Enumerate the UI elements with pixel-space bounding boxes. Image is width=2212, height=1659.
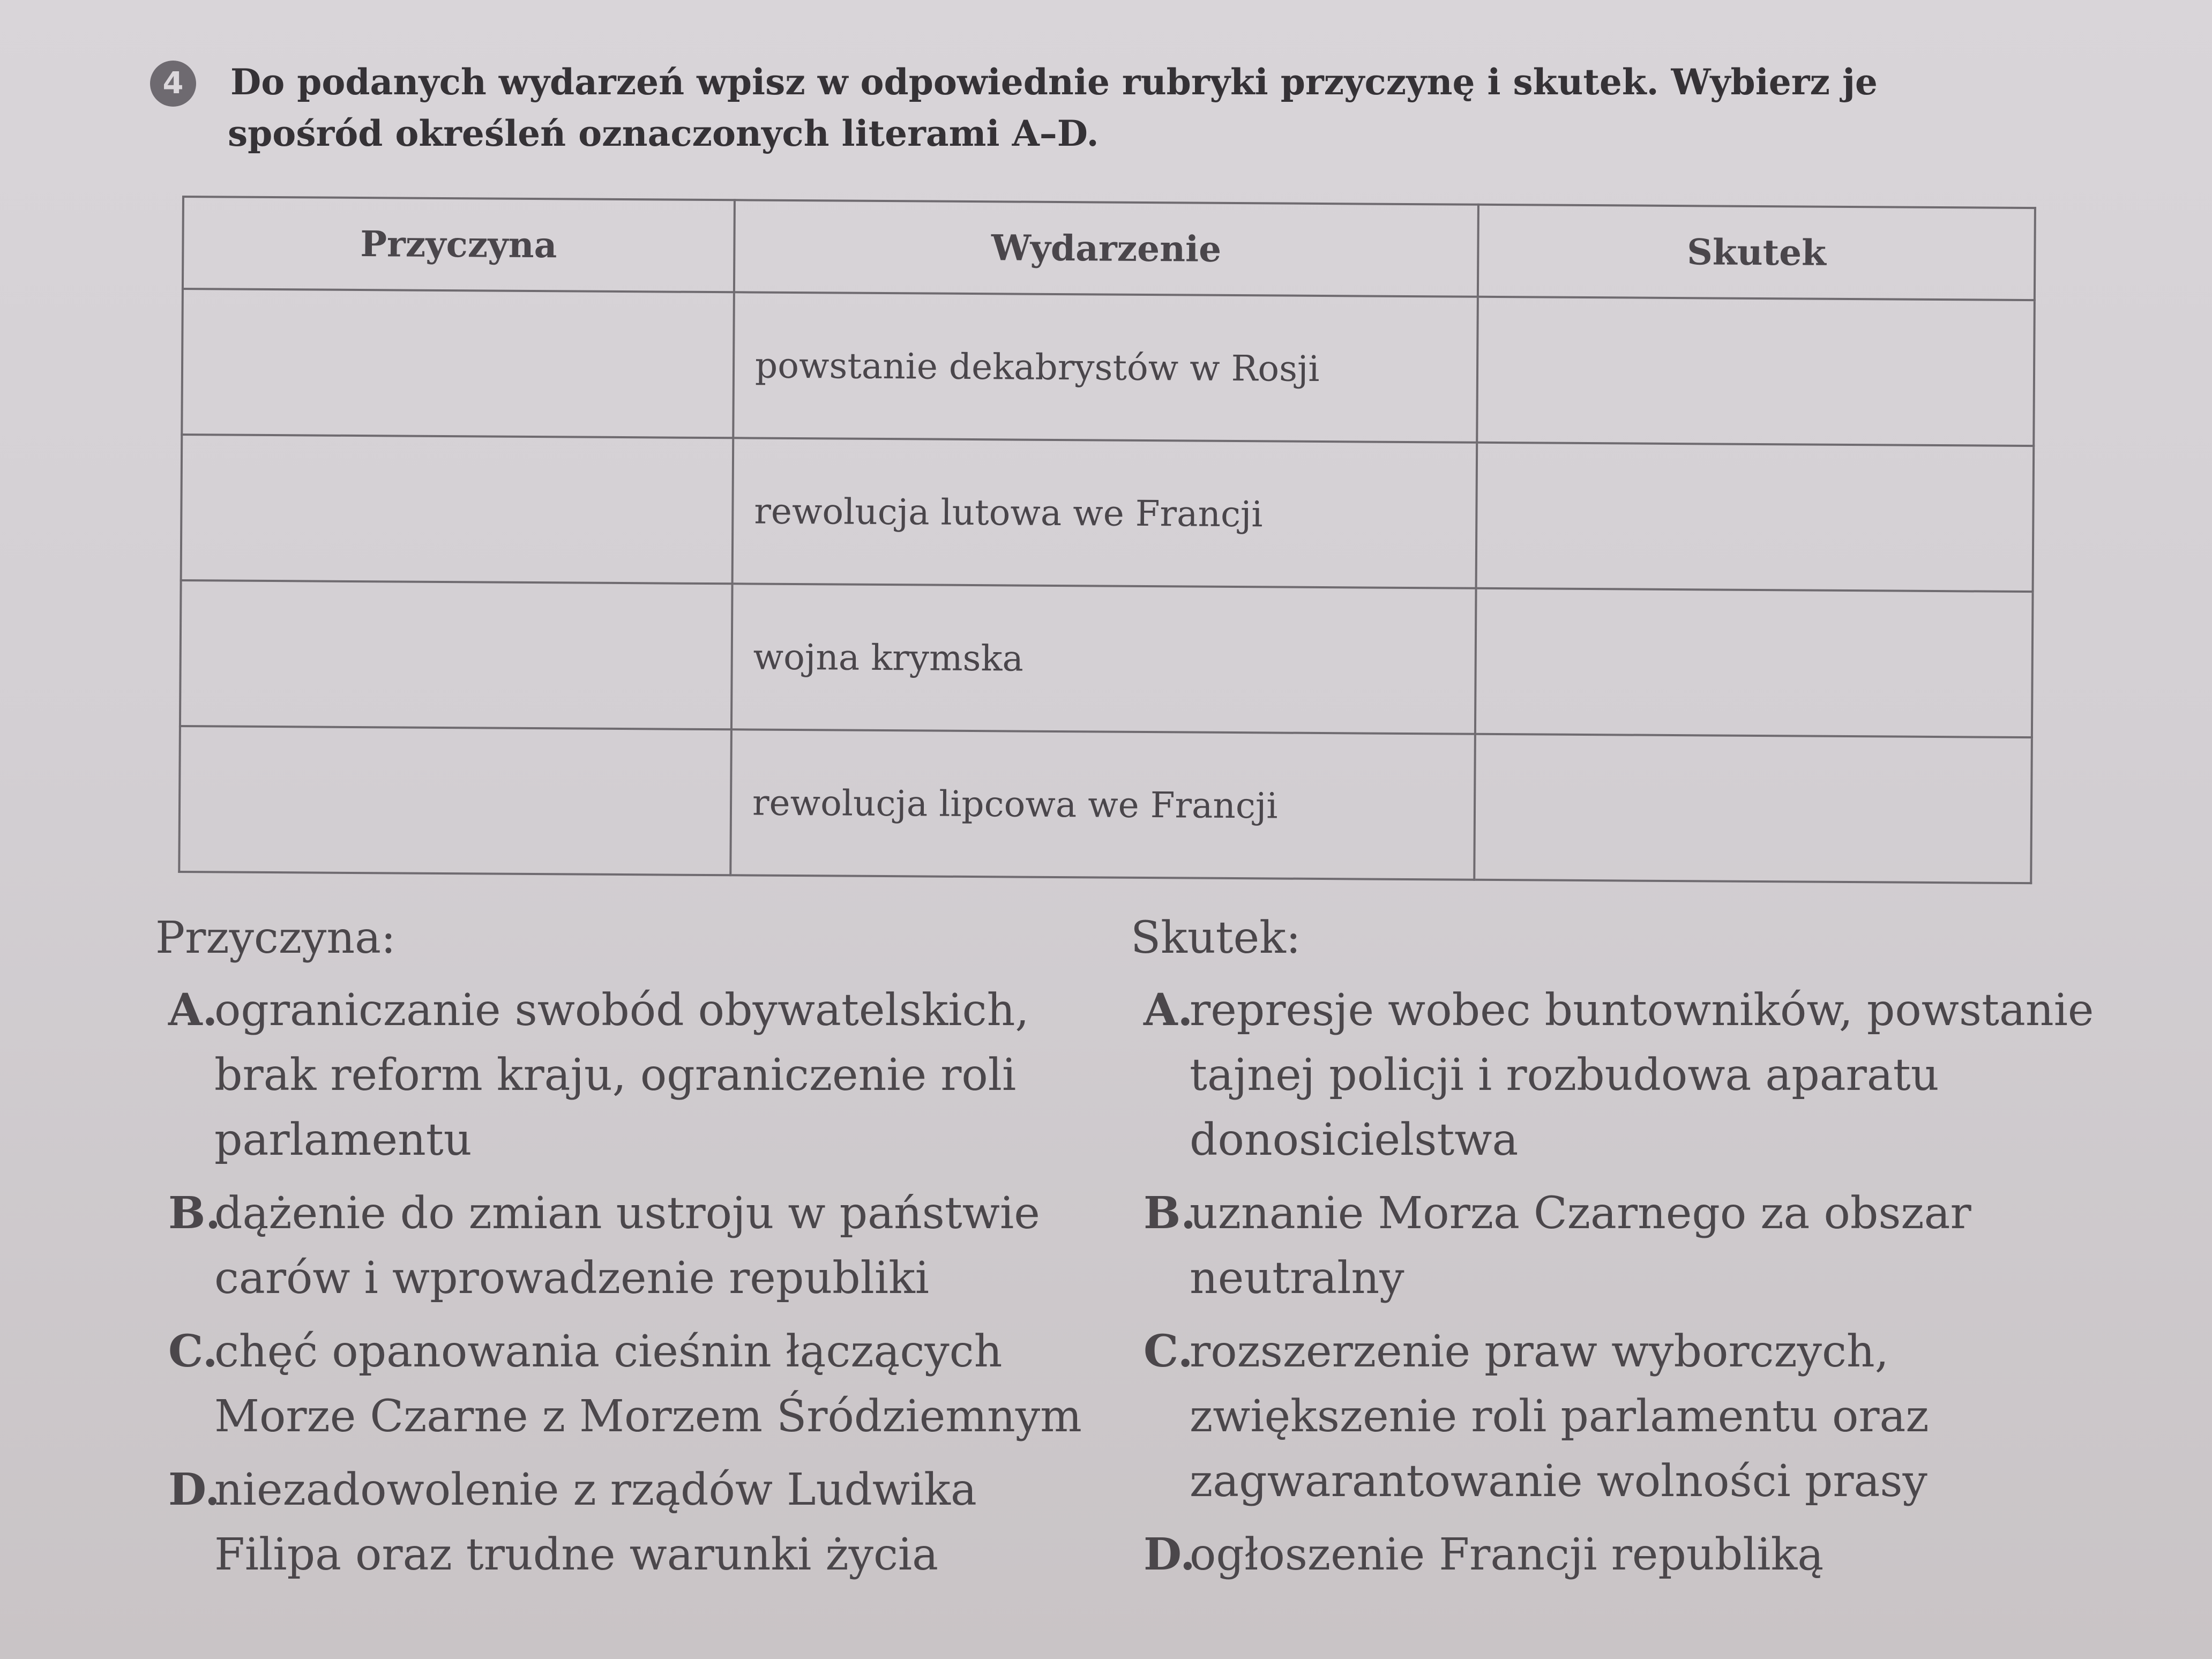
- przyczyna-options: [155, 906, 1088, 1596]
- skutek-option-b: [1131, 1181, 2106, 1311]
- event-cell: rewolucja lipcowa we Francji: [730, 729, 1475, 879]
- przyczyna-option-d: [155, 1458, 1088, 1587]
- przyczyna-answer-cell[interactable]: [181, 435, 734, 584]
- option-text: dążenie do zmian ustroju w państwie carów i wprowadzenie republiki: [214, 1188, 1040, 1304]
- table-row: [180, 580, 2033, 737]
- table-header-row: [183, 197, 2035, 300]
- przyczyna-option-a: [155, 978, 1088, 1172]
- skutek-answer-cell[interactable]: [1477, 297, 2035, 446]
- option-letter: B.: [1144, 1187, 1196, 1239]
- option-letter: A.: [1144, 984, 1193, 1036]
- event-cell: powstanie dekabrystów w Rosji: [733, 292, 1478, 442]
- skutek-options: [1131, 906, 2106, 1596]
- option-letter: C.: [1144, 1326, 1193, 1377]
- option-letter: A.: [168, 984, 218, 1036]
- option-text: rozszerzenie praw wyborczych, zwiększenie roli parlamentu oraz zagwarantowanie wolności prasy: [1190, 1326, 1929, 1507]
- instruction-line-2: spośród określeń oznaczonych literami A–D.: [228, 113, 1099, 154]
- option-text: ograniczanie swobód obywatelskich, brak reform kraju, ograniczenie roli parlamentu: [214, 985, 1029, 1165]
- table-row: [179, 726, 2032, 883]
- option-text: niezadowolenie z rządów Ludwika Filipa oraz trudne warunki życia: [214, 1464, 977, 1580]
- skutek-answer-cell[interactable]: [1476, 443, 2034, 592]
- skutek-answer-cell[interactable]: [1475, 734, 2032, 883]
- przyczyna-option-c: [155, 1319, 1088, 1449]
- question-header: [150, 56, 2026, 159]
- skutek-answer-cell[interactable]: [1475, 588, 2032, 737]
- option-text: ogłoszenie Francji republiką: [1190, 1529, 1824, 1580]
- option-letter: D.: [168, 1464, 220, 1515]
- option-text: represje wobec buntowników, powstanie tajnej policji i rozbudowa aparatu donosicielstwa: [1190, 985, 2094, 1165]
- skutek-option-d: [1131, 1522, 2106, 1587]
- skutek-option-c: [1131, 1319, 2106, 1514]
- option-text: uznanie Morza Czarnego za obszar neutralny: [1190, 1188, 1971, 1304]
- option-letter: D.: [1144, 1529, 1195, 1580]
- question-instruction: [230, 56, 2026, 159]
- cause-event-effect-table: [178, 196, 2036, 884]
- question-number-badge: 4: [150, 61, 196, 107]
- option-text: chęć opanowania cieśnin łączących Morze Czarne z Morzem Śródziemnym: [214, 1326, 1082, 1442]
- przyczyna-option-b: [155, 1181, 1088, 1311]
- przyczyna-heading: Przyczyna:: [155, 913, 396, 963]
- przyczyna-answer-cell[interactable]: [179, 726, 731, 875]
- table-row: [181, 435, 2034, 592]
- przyczyna-answer-cell[interactable]: [182, 289, 734, 438]
- skutek-option-a: [1131, 978, 2106, 1172]
- option-letter: C.: [168, 1326, 218, 1377]
- option-letter: B.: [168, 1187, 221, 1239]
- event-cell: wojna krymska: [731, 584, 1476, 734]
- header-wydarzenie: Wydarzenie: [734, 200, 1478, 296]
- event-cell: rewolucja lutowa we Francji: [733, 438, 1477, 588]
- header-skutek: Skutek: [1478, 205, 2035, 300]
- header-przyczyna: Przyczyna: [183, 197, 735, 292]
- instruction-line-1: Do podanych wydarzeń wpisz w odpowiednie rubryki przyczynę i skutek. Wybierz je: [230, 61, 1878, 103]
- table-row: [182, 289, 2035, 446]
- przyczyna-answer-cell[interactable]: [180, 580, 733, 729]
- skutek-heading: Skutek:: [1131, 913, 1301, 963]
